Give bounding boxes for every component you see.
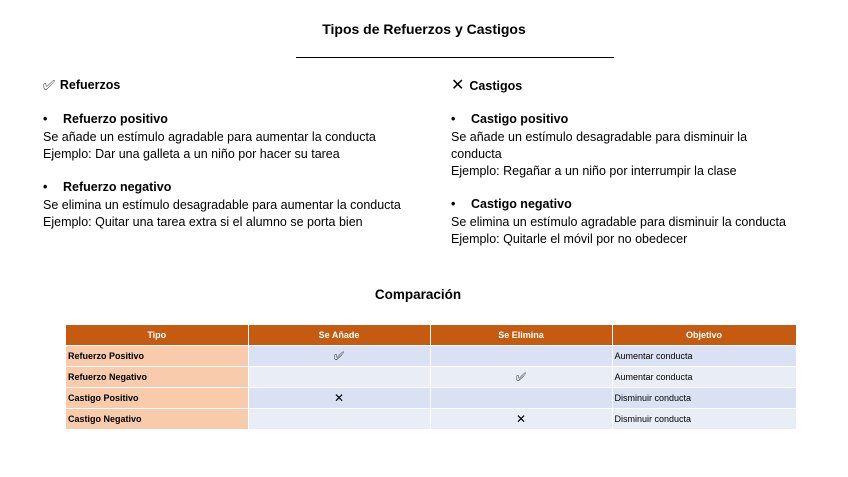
cell-se-elimina	[430, 388, 612, 409]
cell-tipo: Refuerzo Positivo	[66, 346, 248, 367]
header-se-elimina: Se Elimina	[430, 325, 612, 346]
cell-se-elimina	[430, 346, 612, 367]
castigos-heading	[451, 78, 522, 94]
table-row	[66, 367, 796, 388]
castigo-negativo-example: Ejemplo: Quitarle el móvil por no obedecer	[451, 232, 688, 246]
cell-tipo: Refuerzo Negativo	[66, 367, 248, 388]
header-se-anade: Se Añade	[248, 325, 430, 346]
castigo-negativo-title	[451, 197, 572, 211]
refuerzos-heading	[43, 78, 120, 92]
cross-icon: ✕	[430, 409, 612, 430]
cell-se-anade	[248, 367, 430, 388]
cell-tipo: Castigo Positivo	[66, 388, 248, 409]
bullet: •	[451, 112, 456, 126]
comparison-table	[66, 325, 797, 429]
castigo-positivo-label: Castigo positivo	[471, 112, 569, 126]
cell-objetivo: Disminuir conducta	[612, 409, 796, 430]
refuerzo-negativo-description: Se elimina un estímulo desagradable para aumentar la conducta	[43, 198, 401, 212]
header-tipo: Tipo	[66, 325, 248, 346]
table-row	[66, 346, 796, 367]
cell-objetivo: Disminuir conducta	[612, 388, 796, 409]
table-row	[66, 388, 796, 409]
table-header-row	[66, 325, 796, 346]
table-row	[66, 409, 796, 430]
cell-objetivo: Aumentar conducta	[612, 367, 796, 388]
refuerzo-positivo-description: Se añade un estímulo agradable para aumentar la conducta	[43, 130, 376, 144]
cell-objetivo: Aumentar conducta	[612, 346, 796, 367]
castigo-positivo-title	[451, 112, 568, 126]
refuerzos-heading-label: Refuerzos	[59, 78, 121, 92]
castigo-positivo-description: Se añade un estímulo desagradable para disminuir la conducta	[451, 130, 748, 161]
title-underline	[296, 57, 614, 58]
cell-tipo: Castigo Negativo	[66, 409, 248, 430]
bullet: •	[43, 112, 48, 126]
bullet: •	[451, 197, 456, 211]
check-icon: ✅︎	[430, 367, 612, 388]
castigo-negativo-label: Castigo negativo	[471, 197, 572, 211]
cell-se-anade	[248, 409, 430, 430]
cross-icon: ✕	[451, 77, 465, 94]
cross-icon: ✕	[248, 388, 430, 409]
castigos-heading-label: Castigos	[469, 79, 523, 93]
page-title: Tipos de Refuerzos y Castigos	[322, 21, 526, 37]
refuerzo-negativo-label: Refuerzo negativo	[63, 180, 172, 194]
refuerzo-negativo-title	[43, 180, 171, 194]
refuerzo-positivo-label: Refuerzo positivo	[63, 112, 168, 126]
check-icon: ✅︎	[43, 77, 55, 93]
castigo-negativo-description: Se elimina un estímulo agradable para disminuir la conducta	[451, 215, 786, 229]
header-objetivo: Objetivo	[612, 325, 796, 346]
comparison-title: Comparación	[374, 287, 462, 302]
bullet: •	[43, 180, 48, 194]
refuerzo-positivo-title	[43, 112, 168, 126]
refuerzo-negativo-example: Ejemplo: Quitar una tarea extra si el alumno se porta bien	[43, 215, 363, 229]
check-icon: ✅︎	[248, 346, 430, 367]
refuerzo-positivo-example: Ejemplo: Dar una galleta a un niño por hacer su tarea	[43, 147, 340, 161]
castigo-positivo-example: Ejemplo: Regañar a un niño por interrumpir la clase	[451, 164, 737, 178]
